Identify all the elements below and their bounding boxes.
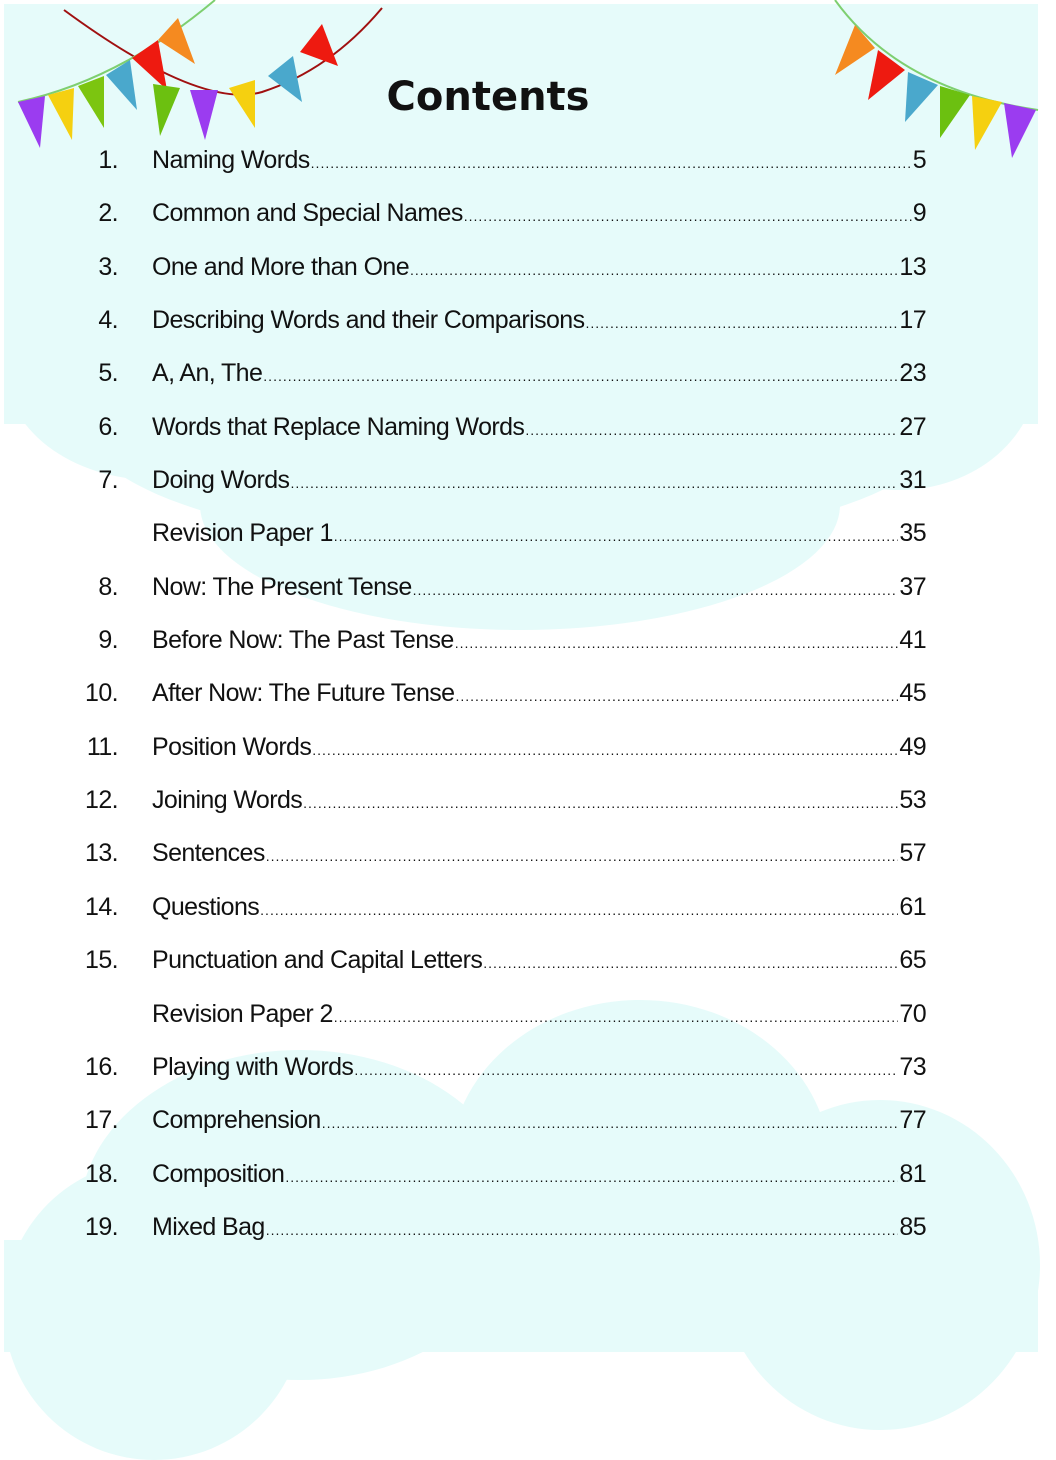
- toc-entry: [70, 413, 926, 466]
- entry-title: Revision Paper 2: [152, 999, 333, 1028]
- dot-leader: [483, 955, 898, 971]
- entry-title: Joining Words: [152, 786, 303, 815]
- toc-entry: [70, 1053, 926, 1106]
- toc-entry: [70, 946, 926, 999]
- dot-leader: [266, 848, 899, 864]
- entry-number: 2.: [98, 199, 118, 228]
- entry-number: 5.: [98, 359, 118, 388]
- entry-title: One and More than One: [152, 252, 410, 281]
- entry-page-number: 57: [899, 839, 926, 868]
- entry-title: Playing with Words: [152, 1052, 354, 1081]
- entry-page-number: 41: [899, 626, 926, 655]
- entry-number: 8.: [98, 572, 118, 601]
- entry-title: After Now: The Future Tense: [152, 679, 455, 708]
- entry-number: 17.: [85, 1106, 118, 1135]
- entry-title: Position Words: [152, 732, 312, 761]
- toc-entry: [70, 466, 926, 519]
- entry-number: 4.: [98, 306, 118, 335]
- toc-entry: [70, 253, 926, 306]
- toc-entry: [70, 1106, 926, 1159]
- entry-page-number: 81: [899, 1159, 926, 1188]
- toc-entry: [70, 573, 926, 626]
- toc-entry: [70, 1000, 926, 1053]
- dot-leader: [354, 1062, 898, 1078]
- entry-page-number: 37: [899, 572, 926, 601]
- entry-number: 6.: [98, 412, 118, 441]
- entry-page-number: 9: [912, 199, 926, 228]
- entry-title: Before Now: The Past Tense: [152, 626, 454, 655]
- toc-entry: [70, 679, 926, 732]
- entry-title: Composition: [152, 1159, 285, 1188]
- entry-title: Describing Words and their Comparisons: [152, 306, 585, 335]
- entry-page-number: 85: [899, 1212, 926, 1241]
- entry-page-number: 31: [899, 466, 926, 495]
- entry-page-number: 65: [899, 946, 926, 975]
- dot-leader: [285, 1169, 898, 1185]
- entry-number: 14.: [85, 892, 118, 921]
- entry-page-number: 27: [899, 412, 926, 441]
- dot-leader: [586, 315, 899, 331]
- toc-entry: [70, 359, 926, 412]
- entry-page-number: 61: [899, 892, 926, 921]
- entry-page-number: 70: [899, 999, 926, 1028]
- toc-entry: [70, 1213, 926, 1266]
- entry-page-number: 35: [899, 519, 926, 548]
- dot-leader: [290, 475, 898, 491]
- entry-page-number: 23: [899, 359, 926, 388]
- toc-entry: [70, 733, 926, 786]
- dot-leader: [322, 1115, 899, 1131]
- dot-leader: [303, 795, 898, 811]
- dot-leader: [311, 155, 912, 171]
- dot-leader: [266, 1222, 899, 1238]
- entry-number: 18.: [85, 1159, 118, 1188]
- toc-entry: [70, 1160, 926, 1213]
- entry-page-number: 13: [899, 252, 926, 281]
- entry-page-number: 5: [912, 146, 926, 174]
- toc-entry: [70, 839, 926, 892]
- entry-number: 10.: [85, 679, 118, 708]
- entry-page-number: 49: [899, 732, 926, 761]
- entry-number: 11.: [86, 732, 118, 761]
- dot-leader: [464, 208, 912, 224]
- toc-entry: [70, 146, 926, 199]
- toc-entry: [70, 626, 926, 679]
- dot-leader: [260, 902, 898, 918]
- entry-title: Comprehension: [152, 1106, 321, 1135]
- dot-leader: [263, 368, 898, 384]
- page-title: Contents: [386, 74, 590, 120]
- entry-title: Naming Words: [152, 146, 310, 174]
- entry-title: Words that Replace Naming Words: [152, 412, 525, 441]
- entry-title: Doing Words: [152, 466, 290, 495]
- toc-entry: [70, 786, 926, 839]
- entry-title: Questions: [152, 892, 260, 921]
- entry-title: Common and Special Names: [152, 199, 463, 228]
- entry-page-number: 73: [899, 1052, 926, 1081]
- entry-page-number: 17: [899, 306, 926, 335]
- entry-title: A, An, The: [152, 359, 263, 388]
- entry-page-number: 53: [899, 786, 926, 815]
- entry-number: 12.: [85, 786, 118, 815]
- entry-page-number: 45: [899, 679, 926, 708]
- entry-title: Mixed Bag: [152, 1212, 265, 1241]
- entry-title: Revision Paper 1: [152, 519, 333, 548]
- dot-leader: [413, 582, 899, 598]
- toc-entry: [70, 519, 926, 572]
- dot-leader: [312, 742, 898, 758]
- entry-number: 3.: [98, 252, 118, 281]
- dot-leader: [525, 422, 898, 438]
- entry-number: 13.: [85, 839, 118, 868]
- toc-entry: [70, 199, 926, 252]
- entry-number: 9.: [98, 626, 118, 655]
- entry-number: 7.: [98, 466, 118, 495]
- entry-title: Punctuation and Capital Letters: [152, 946, 483, 975]
- toc-entry: [70, 306, 926, 359]
- dot-leader: [455, 635, 899, 651]
- dot-leader: [334, 528, 899, 544]
- entry-title: Now: The Present Tense: [152, 572, 412, 601]
- dot-leader: [334, 1009, 899, 1025]
- entry-number: 1.: [98, 146, 118, 174]
- dot-leader: [455, 688, 898, 704]
- toc-entry: [70, 893, 926, 946]
- entry-number: 16.: [85, 1052, 118, 1081]
- table-of-contents: [70, 146, 926, 1266]
- entry-title: Sentences: [152, 839, 265, 868]
- entry-number: 15.: [85, 946, 118, 975]
- entry-page-number: 77: [899, 1106, 926, 1135]
- dot-leader: [410, 262, 898, 278]
- entry-number: 19.: [85, 1212, 118, 1241]
